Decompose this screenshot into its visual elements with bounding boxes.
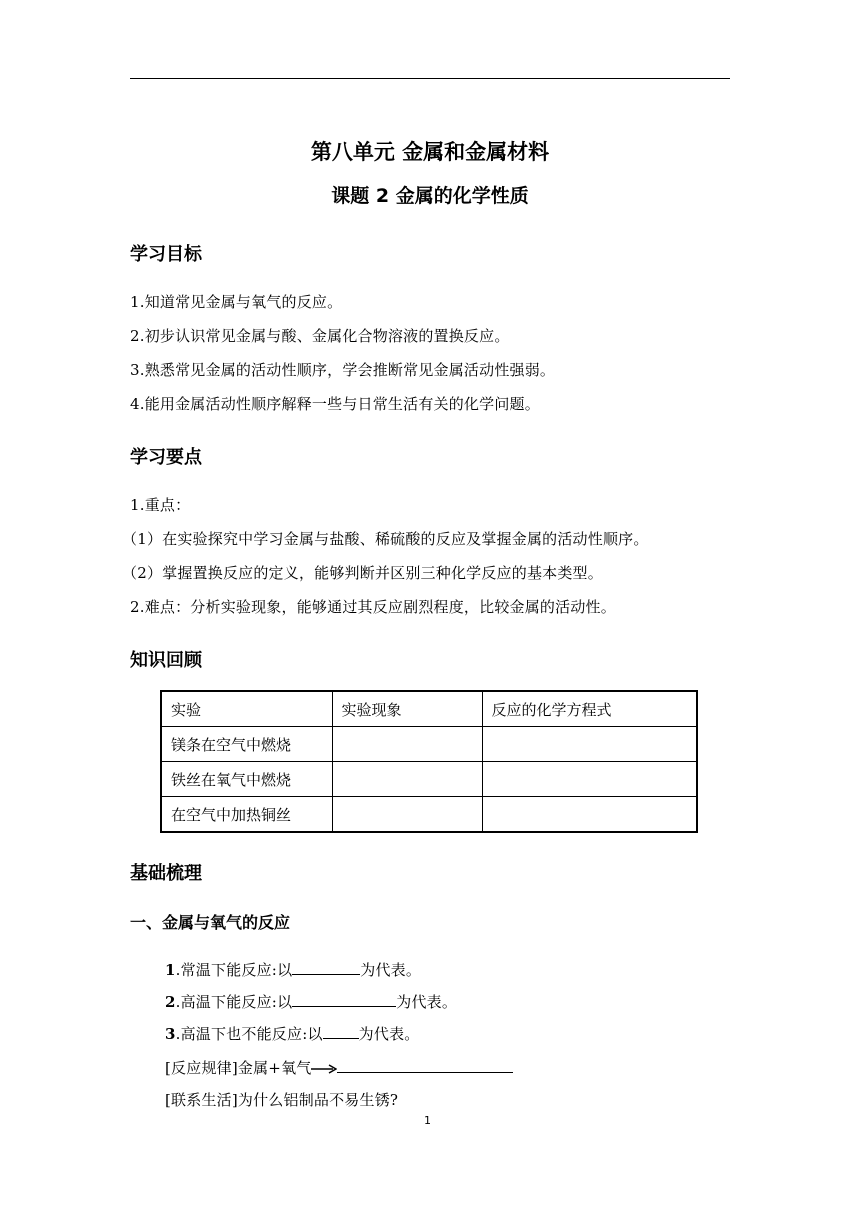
question-text: .高温下能反应:以 bbox=[175, 993, 293, 1011]
answer-blank[interactable] bbox=[323, 1022, 359, 1039]
table-cell: 镁条在空气中燃烧 bbox=[161, 727, 332, 762]
objective-item: 3.熟悉常见金属的活动性顺序，学会推断常见金属活动性强弱。 bbox=[130, 361, 556, 379]
question-text: .高温下也不能反应:以 bbox=[175, 1025, 323, 1043]
review-heading: 知识回顾 bbox=[130, 650, 202, 671]
page-number: 1 bbox=[424, 1114, 431, 1127]
objective-item: 4.能用金属活动性顺序解释一些与日常生活有关的化学问题。 bbox=[130, 395, 540, 413]
table-header-cell: 实验 bbox=[161, 691, 332, 727]
objective-item: 1.知道常见金属与氧气的反应。 bbox=[130, 293, 343, 311]
objectives-heading: 学习目标 bbox=[130, 244, 202, 265]
table-row bbox=[161, 797, 697, 833]
life-question: [联系生活]为什么铝制品不易生锈? bbox=[165, 1091, 399, 1109]
keypoint-item: 2.难点：分析实验现象，能够通过其反应剧烈程度，比较金属的活动性。 bbox=[130, 598, 616, 616]
answer-blank[interactable] bbox=[292, 990, 396, 1007]
table-header-row bbox=[161, 691, 697, 727]
table-cell bbox=[482, 797, 697, 833]
table-header-cell: 反应的化学方程式 bbox=[482, 691, 697, 727]
question-text: .常温下能反应:以 bbox=[175, 961, 293, 979]
table-row bbox=[161, 727, 697, 762]
review-table bbox=[160, 690, 698, 833]
oxygen-reaction-subheading: 一、金属与氧气的反应 bbox=[130, 913, 291, 932]
lesson-title: 课题 2 金属的化学性质 bbox=[331, 185, 529, 207]
table-header-cell: 实验现象 bbox=[332, 691, 482, 727]
keypoint-item: （2）掌握置换反应的定义，能够判断并区别三种化学反应的基本类型。 bbox=[122, 564, 603, 582]
right-arrow-icon bbox=[311, 1064, 337, 1074]
question-number: 1 bbox=[165, 961, 176, 979]
answer-blank[interactable] bbox=[292, 958, 360, 975]
header-rule bbox=[130, 78, 730, 79]
table-cell bbox=[332, 797, 482, 833]
reaction-rule bbox=[165, 1056, 513, 1078]
basics-heading: 基础梳理 bbox=[130, 863, 202, 884]
rule-text: [反应规律]金属+氧气 bbox=[165, 1059, 312, 1077]
table-cell: 铁丝在氧气中燃烧 bbox=[161, 762, 332, 797]
question-text: 为代表。 bbox=[358, 1025, 420, 1043]
question-1 bbox=[165, 958, 421, 980]
table-row bbox=[161, 762, 697, 797]
table-cell bbox=[332, 762, 482, 797]
table-cell: 在空气中加热铜丝 bbox=[161, 797, 332, 833]
question-3 bbox=[165, 1022, 419, 1044]
question-text: 为代表。 bbox=[360, 961, 422, 979]
table-cell bbox=[482, 762, 697, 797]
objective-item: 2.初步认识常见金属与酸、金属化合物溶液的置换反应。 bbox=[130, 327, 510, 345]
keypoints-heading: 学习要点 bbox=[130, 447, 202, 468]
table-cell bbox=[332, 727, 482, 762]
question-2 bbox=[165, 990, 457, 1012]
unit-title: 第八单元 金属和金属材料 bbox=[310, 140, 550, 164]
table-cell bbox=[482, 727, 697, 762]
keypoint-item: 1.重点： bbox=[130, 496, 191, 514]
answer-blank[interactable] bbox=[337, 1056, 513, 1073]
question-text: 为代表。 bbox=[396, 993, 458, 1011]
question-number: 3 bbox=[165, 1025, 176, 1043]
question-number: 2 bbox=[165, 993, 176, 1011]
keypoint-item: （1）在实验探究中学习金属与盐酸、稀硫酸的反应及掌握金属的活动性顺序。 bbox=[122, 530, 649, 548]
